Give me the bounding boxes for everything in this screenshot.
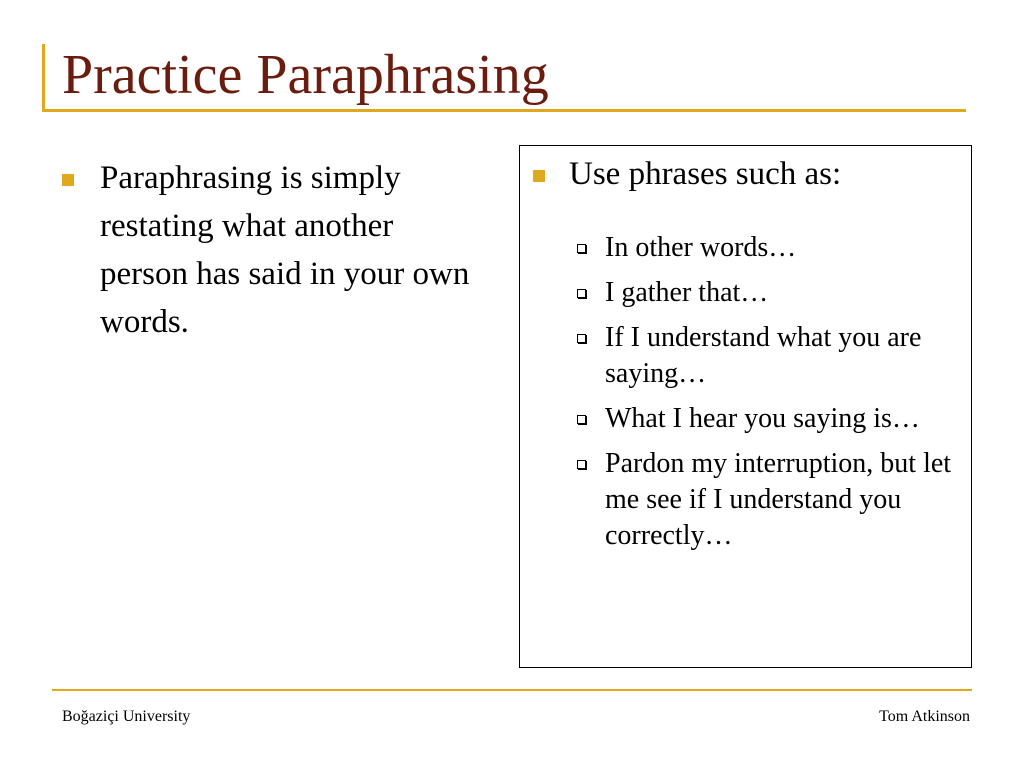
phrases-box xyxy=(519,145,972,668)
slide-title: Practice Paraphrasing xyxy=(62,44,549,106)
footer-institution: Boğaziçi University xyxy=(62,708,191,725)
hollow-square-bullet-icon xyxy=(577,244,586,253)
square-bullet-icon xyxy=(62,174,74,186)
phrase-text: I gather that… xyxy=(605,277,769,308)
phrase-list-item xyxy=(577,320,961,392)
phrase-list-item xyxy=(577,401,961,437)
phrases-list xyxy=(533,230,961,554)
hollow-square-bullet-icon xyxy=(577,334,586,343)
phrase-list-item xyxy=(577,275,961,311)
footer-author: Tom Atkinson xyxy=(879,708,970,725)
phrases-heading-item xyxy=(533,150,961,198)
title-accent-bar xyxy=(42,44,45,110)
phrase-text: What I hear you saying is… xyxy=(605,403,920,434)
phrase-list-item xyxy=(577,230,961,266)
phrase-text: Pardon my interruption, but let me see if I understand you correctly… xyxy=(605,448,952,551)
hollow-square-bullet-icon xyxy=(577,289,586,298)
left-content-column xyxy=(62,154,482,346)
title-underline-rule xyxy=(42,109,966,112)
phrases-box-content xyxy=(533,150,961,563)
footer-rule xyxy=(52,689,972,691)
left-bullet-item xyxy=(62,154,482,346)
phrase-list-item xyxy=(577,446,961,554)
hollow-square-bullet-icon xyxy=(577,415,586,424)
left-bullet-text: Paraphrasing is simply restating what another person has said in your own words. xyxy=(100,160,470,340)
phrases-heading: Use phrases such as: xyxy=(569,156,842,192)
phrase-text: In other words… xyxy=(605,232,797,263)
square-bullet-icon xyxy=(533,170,545,182)
phrase-text: If I understand what you are saying… xyxy=(605,322,922,389)
hollow-square-bullet-icon xyxy=(577,460,586,469)
